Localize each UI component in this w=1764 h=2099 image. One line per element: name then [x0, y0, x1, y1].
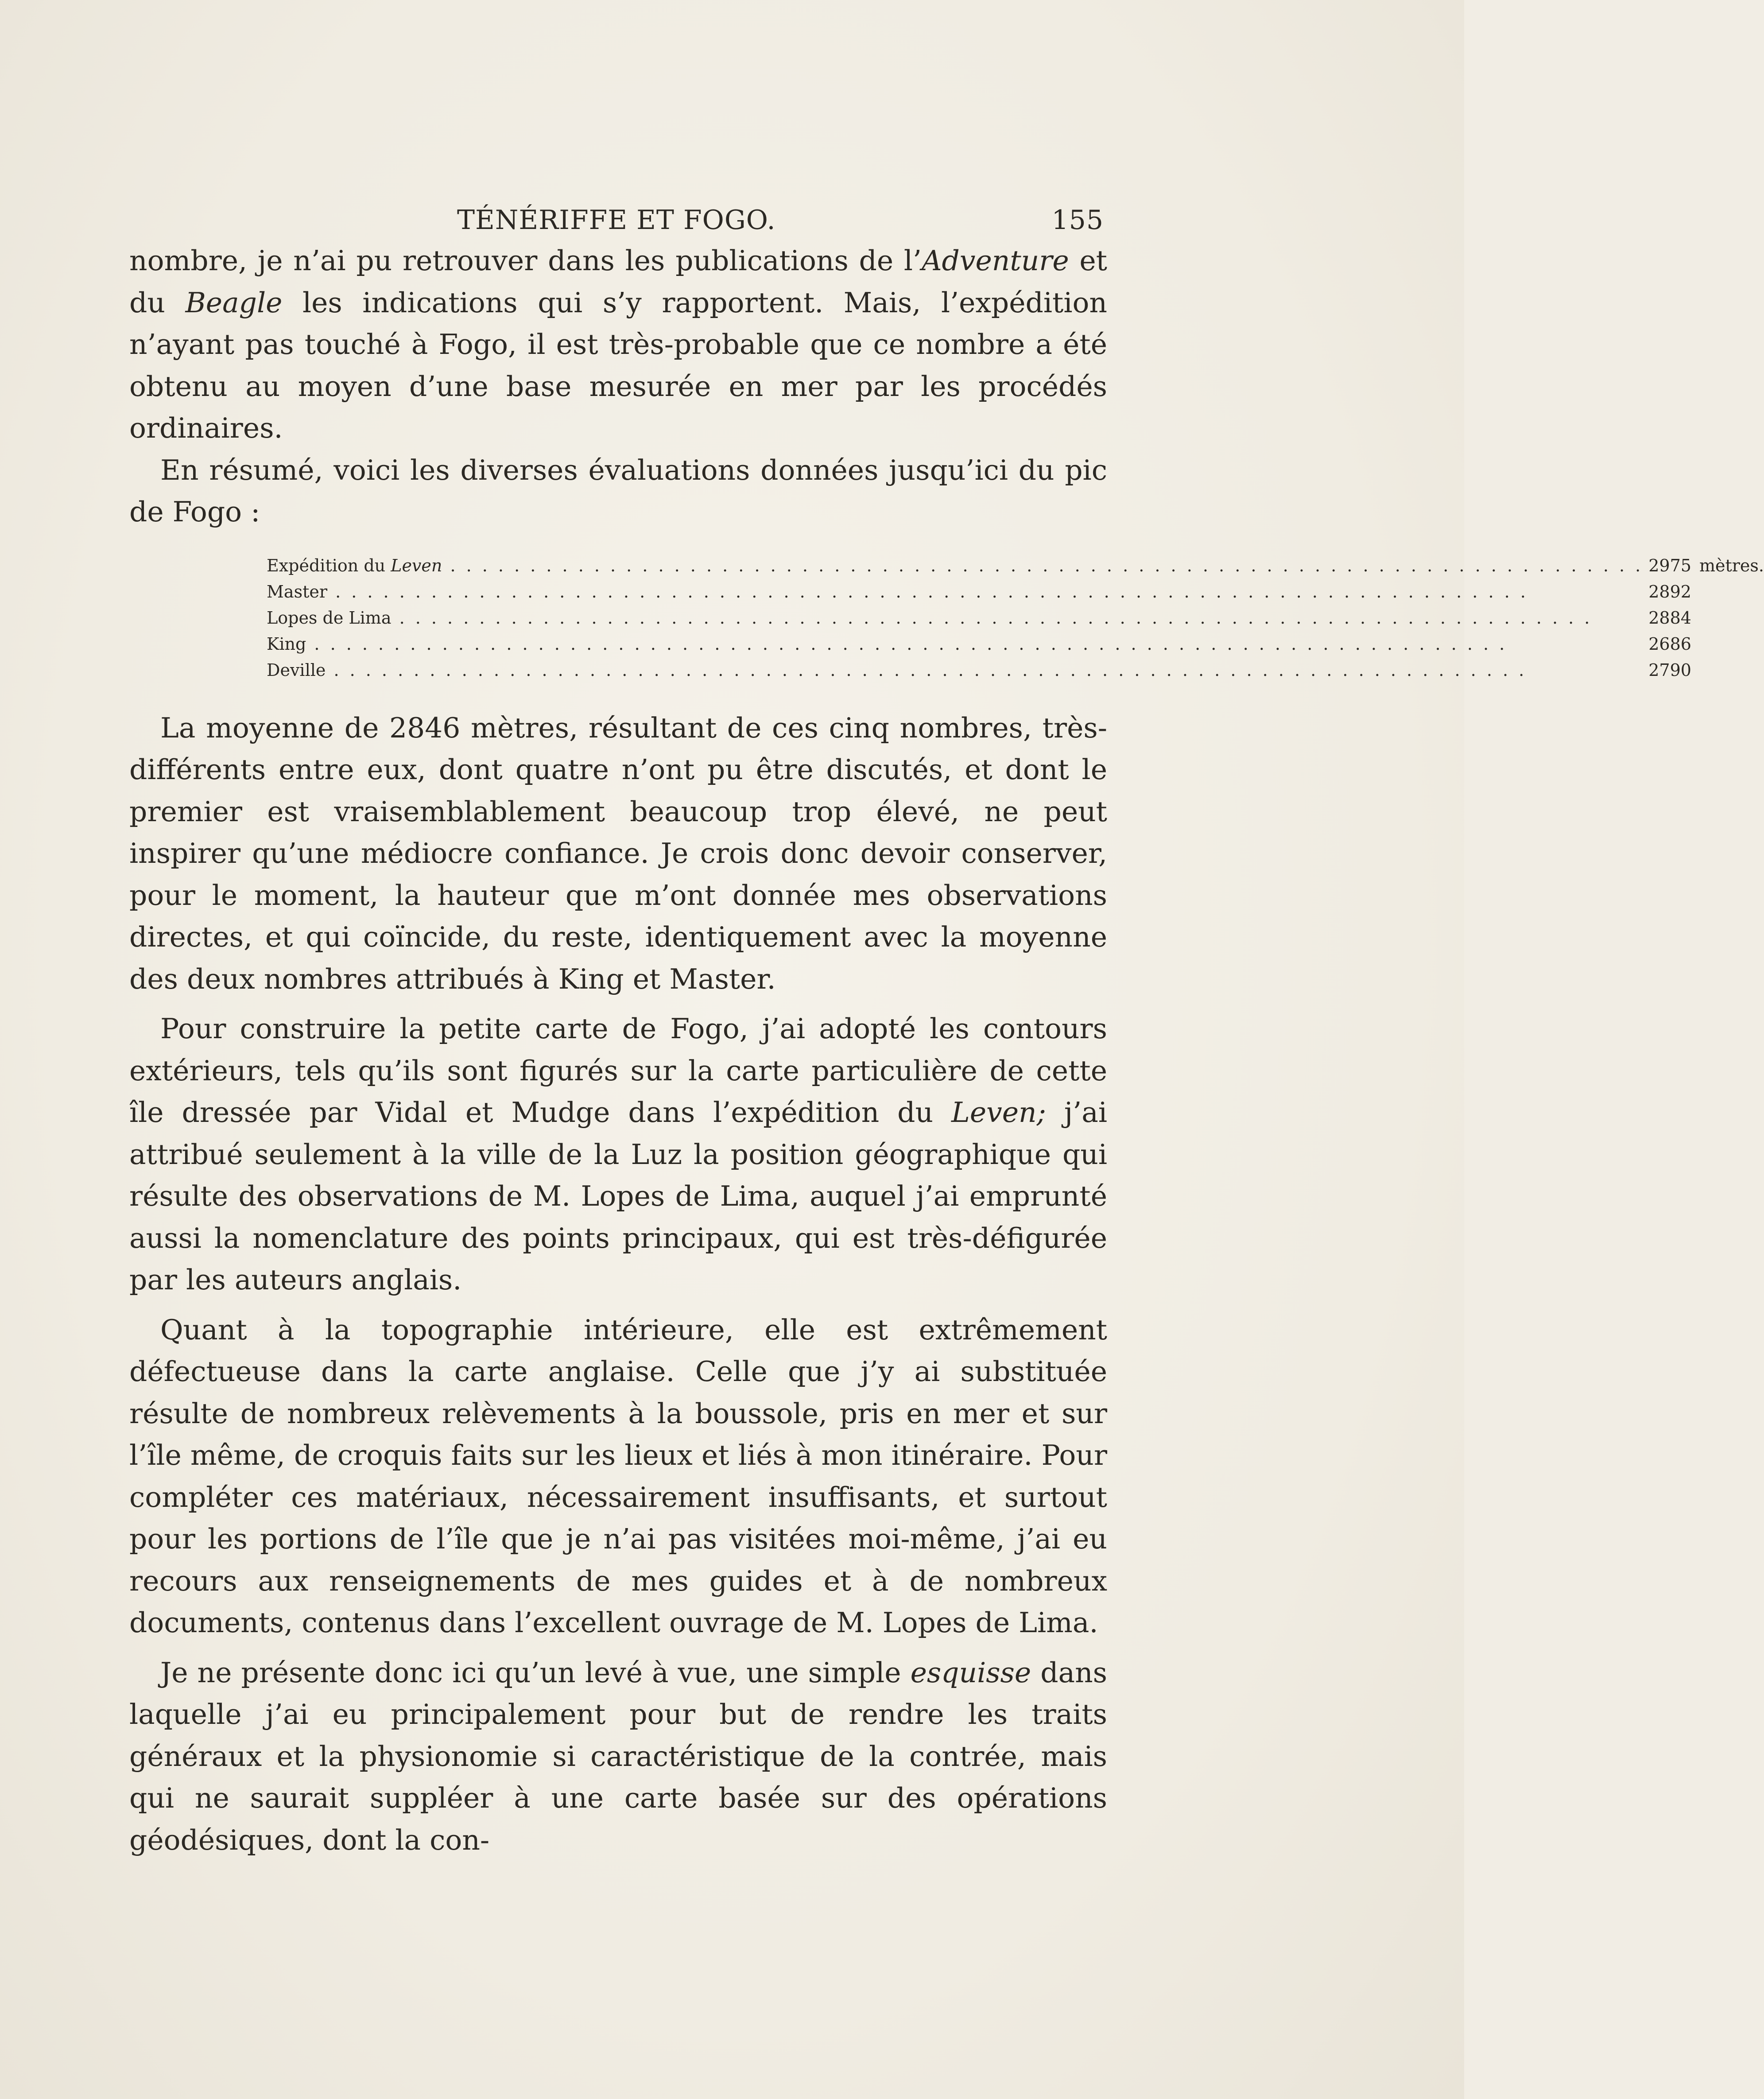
table-row-value: 2975 — [1648, 555, 1691, 575]
paragraph-text: j’ai attribué seulement à la ville de la Luz la position géographique qui résulte des observations de M. Lopes de Lima, auquel j’ai emprunté aussi la nomenclature des points principaux, qui est très-défigurée par les auteurs anglais. — [129, 1096, 1108, 1296]
paragraph-mean-altitude: La moyenne de 2846 mètres, résultant de ces cinq nombres, très-différents entre eux, dont quatre n’ont pu être discutés, et dont le premier est vraisemblablement beaucoup trop élevé, ne peut inspirer qu’une médiocre confiance. Je crois donc devoir conserver, pour le moment, la hauteur que m’ont donnée mes observations directes, et qui coïncide, du reste, identiquement avec la moyenne des deux nombres attribués à King et Master. — [129, 711, 1107, 995]
running-title: TÉNÉRIFFE ET FOGO. — [457, 205, 776, 236]
ship-name-leven: Leven — [391, 555, 442, 575]
paragraph-topography: Quant à la topographie intérieure, elle est extrêmement défectueuse dans la carte anglaise. Celle que j’y ai substituée résulte de nombreux relèvements à la boussole, pris en mer et sur l’île même, de croquis faits sur les lieux et liés à mon itinéraire. Pour compléter ces matériaux, nécessairement insuffisants, et surtout pour les portions de l’île que je n’ai pas visitées moi-même, j’ai eu recours aux renseignements de mes guides et à de nombreux documents, contenus dans l’excellent ouvrage de M. Lopes de Lima. — [129, 1313, 1107, 1639]
table-row-label: King . . . — [267, 631, 1643, 657]
altitude-table — [267, 553, 1764, 683]
paragraph-text: Je ne présente donc ici qu’un levé à vue, une simple — [160, 1656, 911, 1689]
table-row-value: 2686 — [1648, 634, 1691, 654]
ship-name-leven: Leven; — [951, 1096, 1046, 1129]
table-row — [267, 631, 1764, 657]
ship-name-beagle: Beagle — [185, 286, 283, 319]
table-row-label: Deville . . . — [267, 657, 1643, 683]
table-row — [267, 579, 1764, 605]
paragraph-sketch — [129, 1652, 1107, 1862]
table-row-value: 2892 — [1648, 582, 1691, 601]
page-number: 155 — [1051, 205, 1104, 236]
table-row — [267, 657, 1764, 683]
table-row — [267, 605, 1764, 631]
paragraph-text: et du — [129, 244, 1107, 319]
running-head — [129, 205, 1107, 240]
paragraph-text: Pour construire la petite carte de Fogo, j’ai adopté les contours extérieurs, tels qu’ils sont figurés sur la carte particulière de cette île dressée par Vidal et Mudge dans l’expédition du — [129, 1013, 1107, 1129]
paragraph-continuation — [129, 240, 1107, 450]
text-block — [129, 205, 1764, 1861]
table-row-label: Lopes de Lima . . . — [267, 605, 1643, 631]
paragraph-summary-intro: En résumé, voici les diverses évaluations données jusqu’ici du pic de Fogo : — [129, 454, 1107, 528]
paragraph-map-construction — [129, 1008, 1107, 1301]
paragraph-text: les indications qui s’y rapportent. Mais, l’expédition n’ayant pas touché à Fogo, il est très-probable que ce nombre a été obtenu au moyen d’une base mesurée en mer par les procédés ordinaires. — [129, 286, 1107, 444]
body-text — [129, 240, 1764, 1861]
table-row — [267, 553, 1764, 579]
table-row-value: 2790 — [1648, 660, 1691, 680]
paragraph-text: dans laquelle j’ai eu principalement pour but de rendre les traits généraux et la physionomie si caractéristique de la contrée, mais qui ne saurait suppléer à une carte basée sur des opérations géodésiques, dont la con- — [129, 1656, 1107, 1856]
table-row-value: 2884 — [1648, 608, 1691, 628]
table-row-label: Master . . . — [267, 579, 1643, 605]
table-row-label: Expédition du Leven . . . — [267, 553, 1643, 579]
emphasis-esquisse: esquisse — [910, 1656, 1031, 1689]
table-unit: mètres. — [1699, 555, 1764, 575]
paragraph-text: nombre, je n’ai pu retrouver dans les publications de l’ — [129, 244, 922, 277]
ship-name-adventure: Adventure — [922, 244, 1069, 277]
